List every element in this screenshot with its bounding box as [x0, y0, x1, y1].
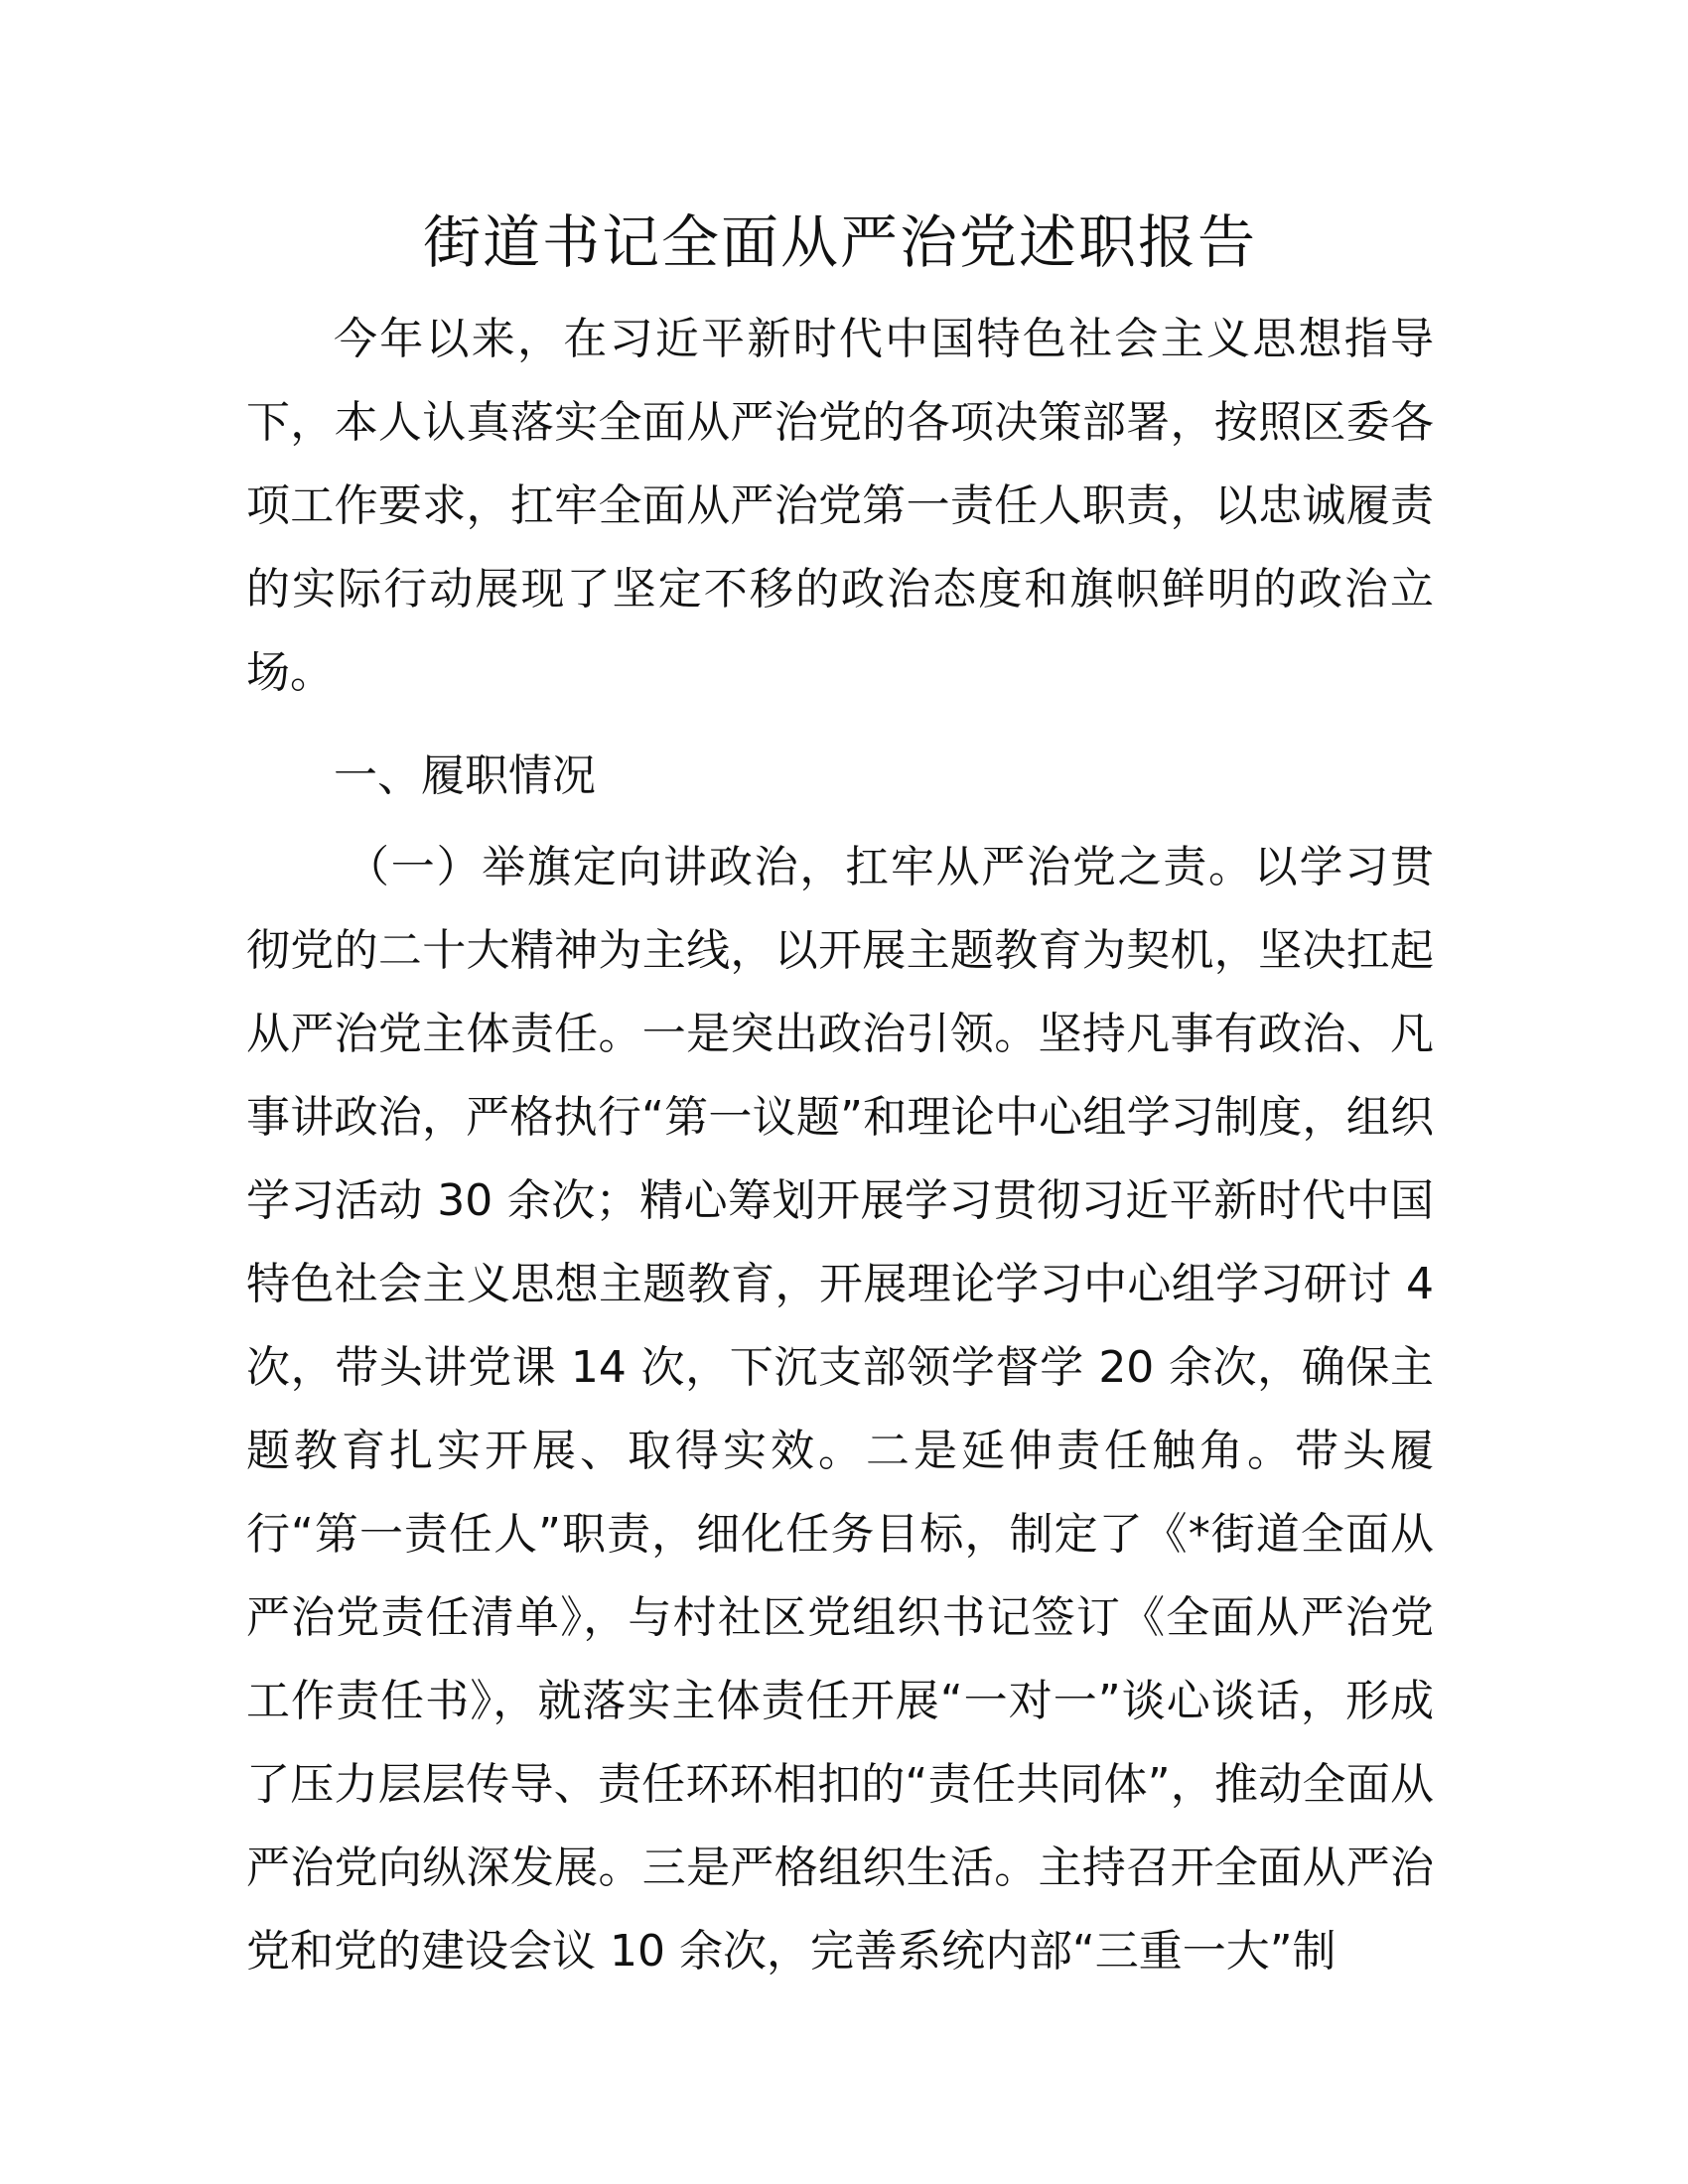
- document-title: 街道书记全面从严治党述职报告: [422, 208, 1257, 276]
- document-body: [246, 195, 1434, 1993]
- section-heading: 一、履职情况: [334, 751, 596, 801]
- section-paragraph: （一）举旗定向讲政治，扛牢从严治党之责。以学习贯彻党的二十大精神为主线，以开展主题教育为契机，坚决扛起从严治党主体责任。一是突出政治引领。坚持凡事有政治、凡事讲政治，严格执行“第一议题”和理论中心组学习制度，组织学习活动 30 余次；精心筹划开展学习贯彻习近平新时代中国特色社会主义思想主题教育，开展理论学习中心组学习研讨 4 次，带头讲党课 14 次，下沉支部领学督学 20 余次，确保主题教育扎实开展、取得实效。二是延伸责任触角。带头履行“第一责任人”职责，细化任务目标，制定了《*街道全面从严治党责任清单》，与村社区党组织书记签订《全面从严治党工作责任书》，就落实主体责任开展“一对一”谈心谈话，形成了压力层层传导、责任环环相扣的“责任共同体”，推动全面从严治党向纵深发展。三是严格组织生活。主持召开全面从严治党和党的建设会议 10 余次，完善系统内部“三重一大”制: [246, 842, 1434, 1977]
- intro-paragraph: 今年以来，在习近平新时代中国特色社会主义思想指导下，本人认真落实全面从严治党的各项决策部署，按照区委各项工作要求，扛牢全面从严治党第一责任人职责，以忠诚履责的实际行动展现了坚定不移的政治态度和旗帜鲜明的政治立场。: [246, 314, 1434, 698]
